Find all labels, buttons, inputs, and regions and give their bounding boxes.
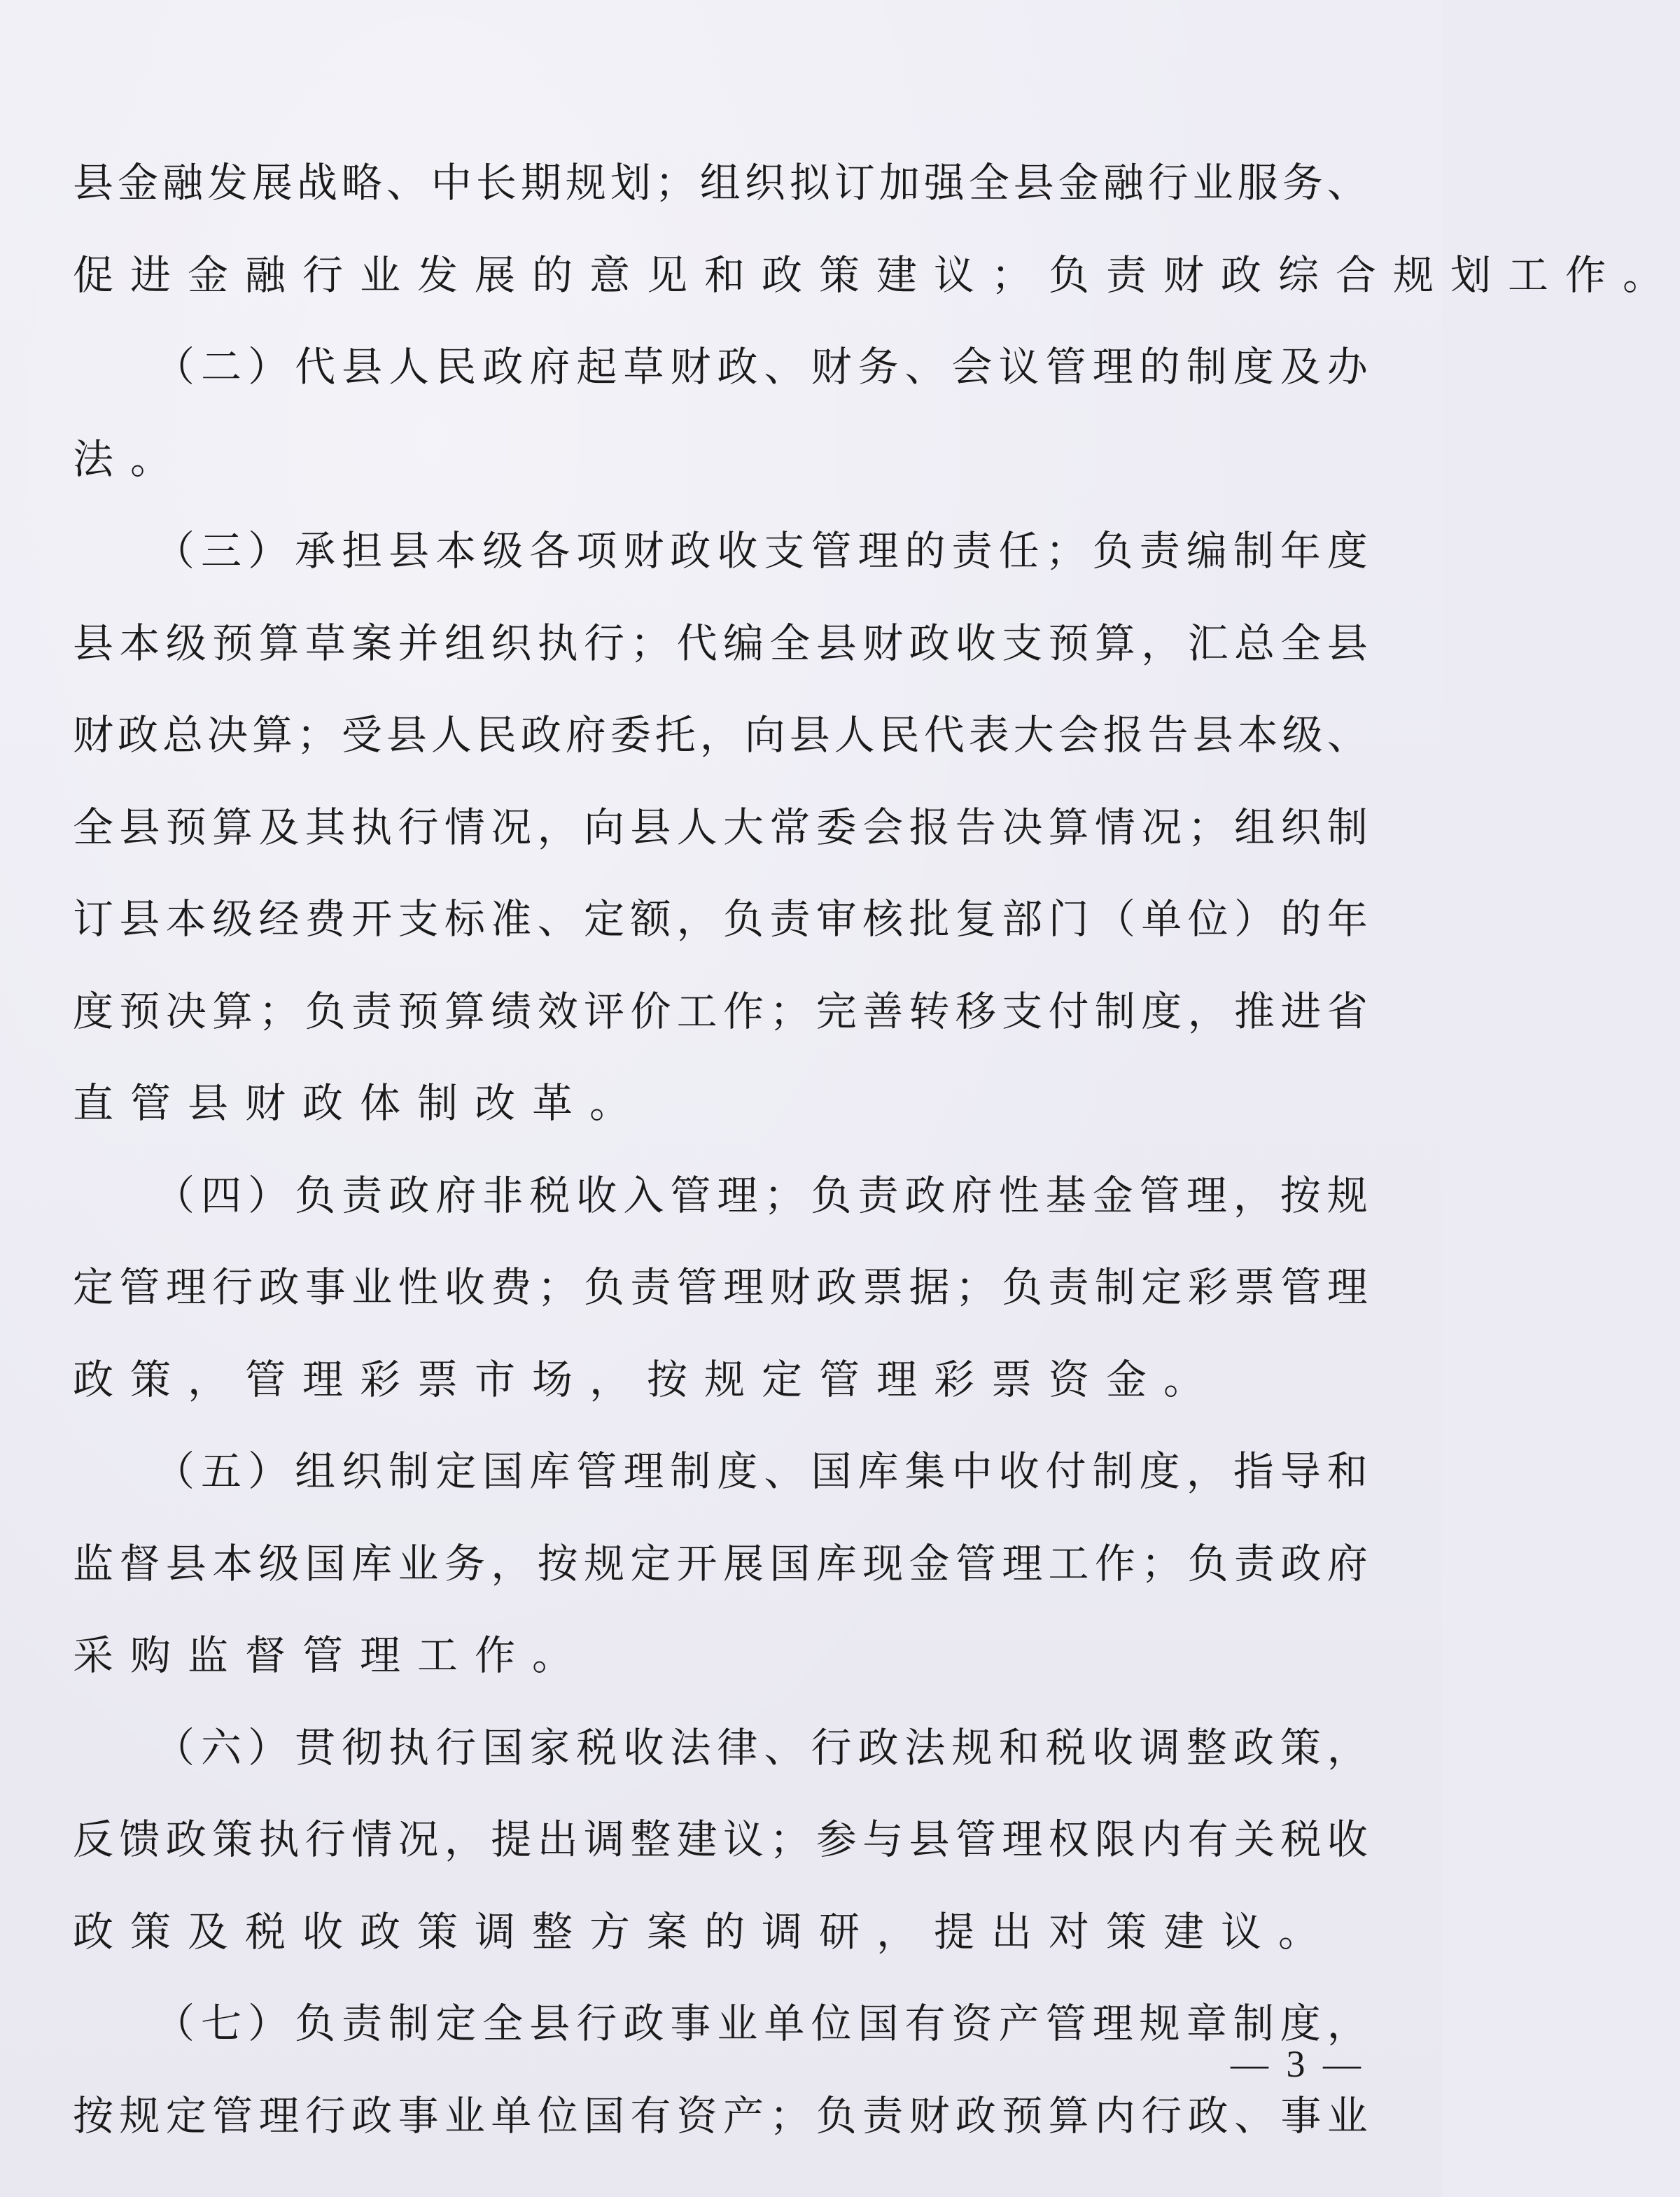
text-line: 定 管 理 行 政 事 业 性 收 费 ； 负 责 管 理 财 政 票 据 ； 负 责 制 定 彩 票 管 理 — [73, 1263, 1368, 1311]
page-number: — 3 — — [1231, 2043, 1365, 2085]
text-line: （ 五 ） 组 织 制 定 国 库 管 理 制 度 、 国 库 集 中 收 付 制 度 ， 指 导 和 — [154, 1447, 1368, 1495]
text-line: （ 六 ） 贯 彻 执 行 国 家 税 收 法 律 、 行 政 法 规 和 税 收 调 整 政 策 ， — [154, 1723, 1368, 1771]
text-line: （ 七 ） 负 责 制 定 全 县 行 政 事 业 单 位 国 有 资 产 管 理 规 章 制 度 ， — [154, 2000, 1368, 2047]
text-line: 县 金 融 发 展 战 略 、 中 长 期 规 划 ； 组 织 拟 订 加 强 全 县 金 融 行 业 服 务 、 — [73, 159, 1368, 206]
text-line: 县 本 级 预 算 草 案 并 组 织 执 行 ； 代 编 全 县 财 政 收 支 预 算 ， 汇 总 全 县 — [73, 619, 1368, 667]
text-line: 全 县 预 算 及 其 执 行 情 况 ， 向 县 人 大 常 委 会 报 告 决 算 情 况 ； 组 织 制 — [73, 803, 1368, 851]
document-body — [73, 159, 1680, 2187]
text-line: 财 政 总 决 算 ； 受 县 人 民 政 府 委 托 ， 向 县 人 民 代 表 大 会 报 告 县 本 级 、 — [73, 711, 1368, 759]
text-line: 政策及税收政策调整方案的调研，提出对策建议。 — [73, 1907, 1336, 1956]
text-line: （ 二 ） 代 县 人 民 政 府 起 草 财 政 、 财 务 、 会 议 管 理 的 制 度 及 办 — [154, 343, 1368, 391]
text-line: 政策，管理彩票市场，按规定管理彩票资金。 — [73, 1355, 1222, 1403]
text-line: （ 四 ） 负 责 政 府 非 税 收 入 管 理 ； 负 责 政 府 性 基 金 管 理 ， 按 规 — [154, 1171, 1368, 1219]
text-line: 监 督 县 本 级 国 库 业 务 ， 按 规 定 开 展 国 库 现 金 管 理 工 作 ； 负 责 政 府 — [73, 1539, 1368, 1587]
text-line: 促进金融行业发展的意见和政策建议；负责财政综合规划工作。 — [73, 251, 1680, 299]
text-line: 反 馈 政 策 执 行 情 况 ， 提 出 调 整 建 议 ； 参 与 县 管 理 权 限 内 有 关 税 收 — [73, 1816, 1368, 1863]
text-line: 采购监督管理工作。 — [73, 1631, 590, 1679]
text-line: 度 预 决 算 ； 负 责 预 算 绩 效 评 价 工 作 ； 完 善 转 移 支 付 制 度 ， 推 进 省 — [73, 987, 1368, 1035]
text-line: 订 县 本 级 经 费 开 支 标 准 、 定 额 ， 负 责 审 核 批 复 部 门 （ 单 位 ） 的 年 — [73, 895, 1368, 943]
text-line: （ 三 ） 承 担 县 本 级 各 项 财 政 收 支 管 理 的 责 任 ； 负 责 编 制 年 度 — [154, 527, 1368, 575]
text-line: 直管县财政体制改革。 — [73, 1079, 648, 1127]
text-line: 法。 — [73, 435, 188, 483]
text-line: 按 规 定 管 理 行 政 事 业 单 位 国 有 资 产 ； 负 责 财 政 预 算 内 行 政 、 事 业 — [73, 2091, 1368, 2140]
